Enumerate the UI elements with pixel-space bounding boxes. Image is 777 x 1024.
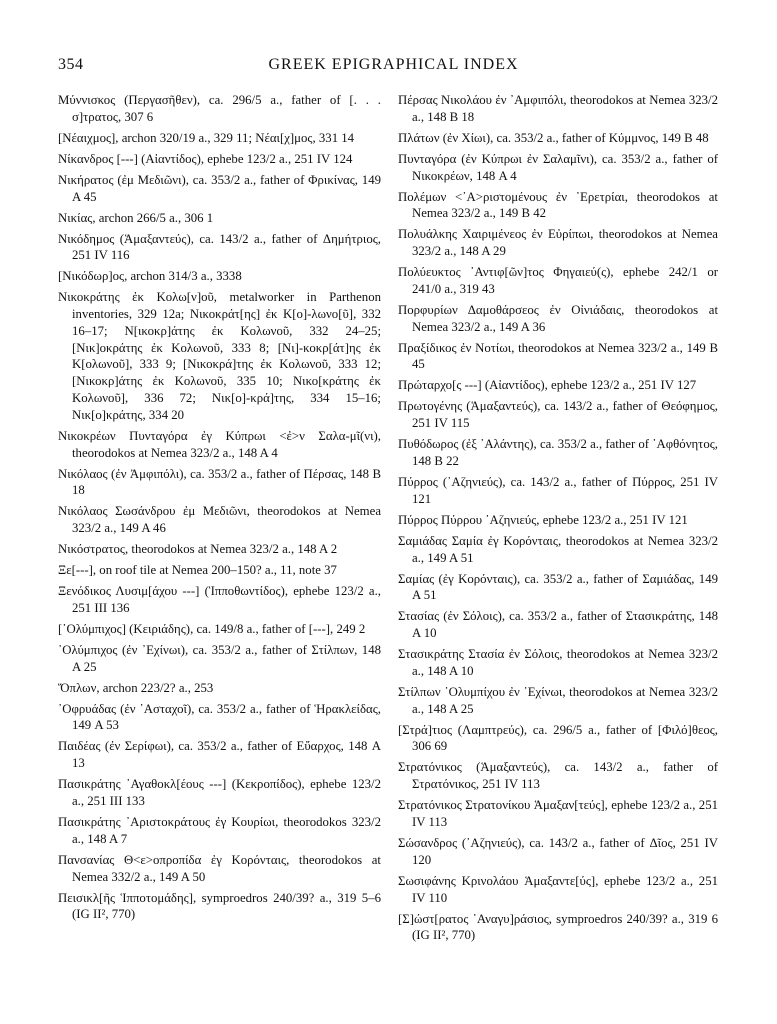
- index-entry: Πανσανίας Θ<ε>οπροπίδα ἐγ Κορόνταις, theorodokos at Nemea 332/2 a., 149 A 50: [58, 852, 381, 884]
- index-entry: [᾽Ολύμπιχος] (Κειριάδης), ca. 149/8 a., father of [---], 249 2: [58, 621, 366, 636]
- index-entry: Πύρρος Πύρρου ᾽Αζηνιεύς, ephebe 123/2 a., 251 IV 121: [398, 512, 688, 527]
- index-entry: Σωσιφάνης Κρινολάου Ἁμαξαντε[ύς], ephebe 123/2 a., 251 IV 110: [398, 873, 718, 905]
- index-entry: [Νέαιχμος], archon 320/19 a., 329 11; Νέαι[χ]μος, 331 14: [58, 130, 355, 145]
- page-number: 354: [58, 56, 84, 73]
- index-entry: Στίλπων ᾽Ολυμπίχου ἐν ᾽Εχίνωι, theorodokos at Nemea 323/2 a., 148 A 25: [398, 684, 718, 716]
- index-entry: Νικόδημος (Ἁμαξαντεύς), ca. 143/2 a., father of Δημήτριος, 251 IV 116: [58, 231, 381, 263]
- index-entry: Σώσανδρος (᾽Αζηνιεύς), ca. 143/2 a., father of Δῖος, 251 IV 120: [398, 836, 718, 867]
- index-entry: Πασικράτης ᾽Αγαθοκλ[έους ---] (Κεκροπίδος), ephebe 123/2 a., 251 III 133: [58, 777, 381, 809]
- index-entry: Σαμίας (ἐγ Κορόνταις), ca. 353/2 a., father of Σαμιάδας, 149 A 51: [398, 571, 718, 603]
- index-entry: Νικόλαος Σωσάνδρου ἐμ Μεδιῶνι, theorodokos at Nemea 323/2 a., 149 A 46: [58, 504, 381, 536]
- index-entry: Νικοκράτης ἐκ Κολω[ν]οῦ, metalworker in Parthenon inventories, 329 12a; Νικοκράτ[ης] ἐκ Κ[ο]-λωνο[ῦ], 332 16–17; Ν[ικοκρ]άτης ἐκ Κολωνοῦ, 332 24–25; [Νικ]οκράτης ἐκ Κολωνοῦ, 333 8; [Νι]-κοκρ[άτ]ης ἐκ Κ[ολωνοῦ], 333 9; [Νικοκρά]της ἐκ Κολωνοῦ, 333 12; [Νικοκρ]άτης ἐκ Κολωνοῦ, 335 10; Νικο[κράτης ἐκ Κολωνοῦ], 336 72; Νικ[ο]-κρά]της, 334 15–16; Νικ[ο]κράτης, 334 20: [58, 290, 381, 422]
- index-entry: Πολέμων <᾽Α>ριστομένους ἐν ᾽Ερετρίαι, theorodokos at Nemea 323/2 a., 149 B 42: [398, 189, 718, 221]
- index-entry: Πέρσας Νικολάου ἐν ᾽Αμφιπόλι, theorodokos at Nemea 323/2 a., 148 B 18: [398, 93, 718, 124]
- index-entry: Πασικράτης ᾽Αριστοκράτους ἐγ Κουρίωι, theorodokos 323/2 a., 148 A 7: [58, 815, 381, 846]
- right-column: [398, 92, 718, 948]
- index-entry: Πεισικλ[ῆς Ἱπποτομάδης], symproedros 240/39? a., 319 5–6 (IG II², 770): [58, 890, 381, 922]
- index-entry: Ὅπλων, archon 223/2? a., 253: [58, 680, 214, 695]
- index-entry: Πρώταρχο[ς ---] (Αἰαντίδος), ephebe 123/2 a., 251 IV 127: [398, 378, 697, 393]
- index-entry: Ξενόδικος Λυσιμ[άχου ---] (Ἱπποθωντίδος), ephebe 123/2 a., 251 III 136: [58, 584, 381, 615]
- index-entry: Μύννισκος (Περγασῆθεν), ca. 296/5 a., father of [. . . σ]τρατος, 307 6: [58, 93, 381, 124]
- index-entry: ᾽Ολύμπιχος (ἐν ᾽Εχίνωι), ca. 353/2 a., father of Στίλπων, 148 A 25: [58, 642, 381, 674]
- index-entry: Πολύευκτος ᾽Αντιφ[ῶν]τος Φηγαιεύ(ς), ephebe 242/1 or 241/0 a., 319 43: [398, 265, 718, 296]
- index-entry: Νίκανδρος [---] (Αἰαντίδος), ephebe 123/2 a., 251 IV 124: [58, 151, 353, 166]
- index-entry: Πλάτων (ἐν Χίωι), ca. 353/2 a., father of Κύμμνος, 149 B 48: [398, 130, 709, 145]
- index-entry: Στρατόνικος (Ἁμαξαντεύς), ca. 143/2 a., father of Στρατόνικος, 251 IV 113: [398, 760, 718, 792]
- left-column: [58, 92, 381, 927]
- index-entry: Στρατόνικος Στρατονίκου Ἁμαξαν[τεύς], ephebe 123/2 a., 251 IV 113: [398, 798, 718, 830]
- index-entry: Στασικράτης Στασία ἐν Σόλοις, theorodokos at Nemea 323/2 a., 148 A 10: [398, 647, 718, 678]
- index-entry: Στασίας (ἐν Σόλοις), ca. 353/2 a., father of Στασικράτης, 148 A 10: [398, 609, 718, 641]
- index-entry: Πύρρος (᾽Αζηνιεύς), ca. 143/2 a., father of Πύρρος, 251 IV 121: [398, 475, 718, 506]
- index-entry: ᾽Οφρυάδας (ἐν ᾽Ασταχοῖ), ca. 353/2 a., father of Ἡρακλείδας, 149 A 53: [58, 701, 381, 733]
- index-entry: Παιδέας (ἐν Σερίφωι), ca. 353/2 a., father of Εὔαρχος, 148 A 13: [58, 739, 381, 771]
- index-entry: Πορφυρίων Δαμοθάρσεος ἐν Οἰνιάδαις, theorodokos at Nemea 323/2 a., 149 A 36: [398, 302, 718, 334]
- index-entry: [Νικόδωρ]ος, archon 314/3 a., 3338: [58, 269, 242, 284]
- index-entry: Νικοκρέων Πυνταγόρα ἐγ Κύπρωι <ἐ>ν Σαλα-μῖ(νι), theorodokos at Nemea 323/2 a., 148 A 4: [58, 428, 381, 460]
- running-title: GREEK EPIGRAPHICAL INDEX: [268, 56, 519, 73]
- index-entry: Ξε[---], on roof tile at Nemea 200–150? a., 11, note 37: [58, 563, 337, 578]
- index-entry: [Σ]ώστ[ρατος ᾽Αναγυ]ράσιος, symproedros 240/39? a., 319 6 (IG II², 770): [398, 911, 718, 943]
- page-header: [58, 56, 729, 78]
- index-entry: Νικίας, archon 266/5 a., 306 1: [58, 210, 214, 225]
- index-entry: Πολυάλκης Χαιριμένεος ἐν Εὐρίπωι, theorodokos at Nemea 323/2 a., 148 A 29: [398, 227, 718, 259]
- index-entry: Νικόλαος (ἐν Ἀμφιπόλι), ca. 353/2 a., father of Πέρσας, 148 B 18: [58, 466, 381, 498]
- index-entry: Νικόστρατος, theorodokos at Nemea 323/2 a., 148 A 2: [58, 542, 338, 557]
- index-entry: Πραξίδικος ἐν Νοτίωι, theorodokos at Nemea 323/2 a., 149 B 45: [398, 340, 718, 372]
- index-entry: Πρωτογένης (Ἁμαξαντεύς), ca. 143/2 a., father of Θεόφημος, 251 IV 115: [398, 399, 718, 431]
- index-entry: Σαμιάδας Σαμία ἐγ Κορόνταις, theorodokos at Nemea 323/2 a., 149 A 51: [398, 533, 718, 565]
- index-entry: Νικήρατος (ἐμ Μεδιῶνι), ca. 353/2 a., father of Φρικίνας, 149 A 45: [58, 172, 381, 204]
- index-entry: Πυθόδωρος (ἐξ ᾽Αλάντης), ca. 353/2 a., father of ᾽Αφθόνητος, 148 B 22: [398, 437, 718, 469]
- index-entry: [Στρά]τιος (Λαμπτρεύς), ca. 296/5 a., father of [Φιλό]θεος, 306 69: [398, 722, 718, 754]
- index-entry: Πυνταγόρα (ἐν Κύπρωι ἐν Σαλαμῖνι), ca. 353/2 a., father of Νικοκρέων, 148 A 4: [398, 151, 718, 183]
